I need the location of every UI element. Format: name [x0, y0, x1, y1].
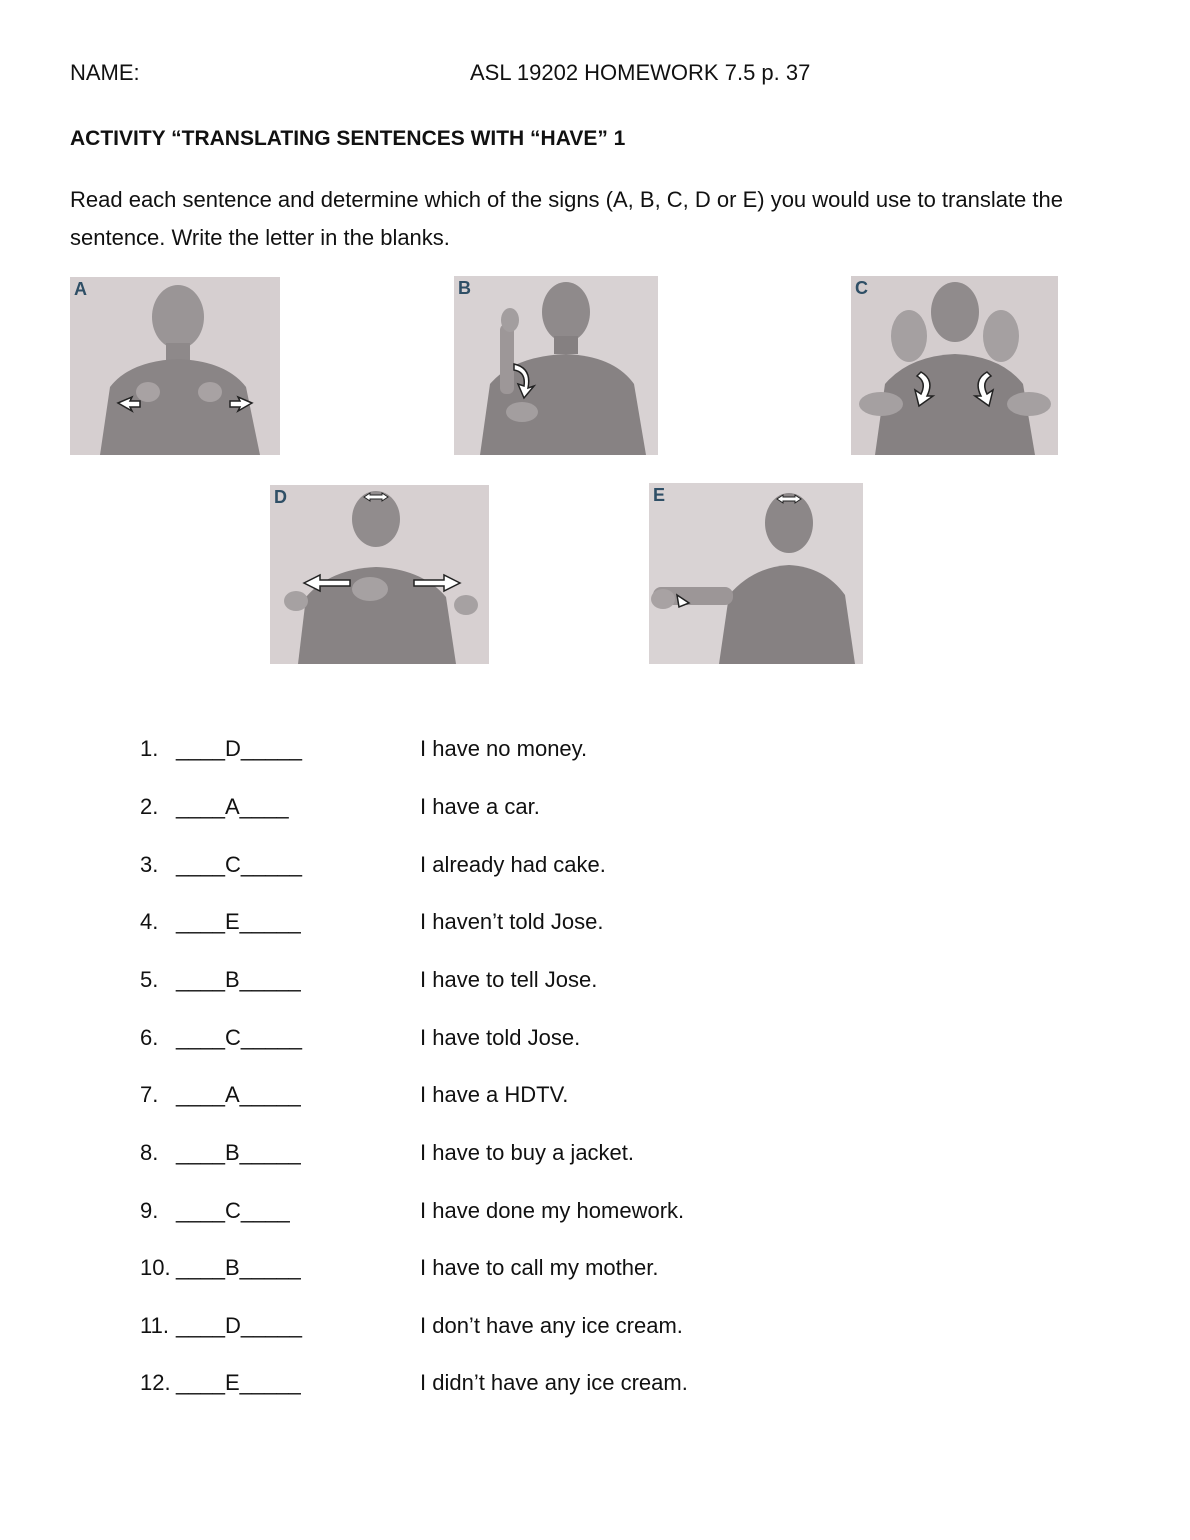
sentence-text: I have to buy a jacket. [420, 1140, 635, 1165]
sentence-text: I have a car. [420, 794, 540, 819]
sign-photo-a [70, 277, 280, 455]
answer-blank: ____D_____ [176, 1313, 303, 1338]
answer-blank: ____C_____ [176, 852, 303, 877]
item-number: 8. [140, 1140, 159, 1165]
list-item [140, 1313, 840, 1349]
sentence-text: I have told Jose. [420, 1025, 581, 1050]
answer-blank: ____A____ [176, 794, 289, 819]
answer-blank: ____C_____ [176, 1025, 303, 1050]
person-illustration [70, 277, 280, 455]
item-number: 10. [140, 1255, 171, 1280]
sentence-text: I don’t have any ice cream. [420, 1313, 683, 1338]
sign-photo-e [649, 483, 863, 664]
list-item [140, 1025, 840, 1061]
list-item [140, 967, 840, 1003]
sign-photo-d [270, 485, 489, 664]
sign-letter-b: B [458, 278, 471, 298]
list-item [140, 1140, 840, 1176]
sentence-text: I already had cake. [420, 852, 606, 877]
list-item [140, 794, 840, 830]
sentence-text: I have done my homework. [420, 1198, 685, 1223]
sign-letter-c: C [855, 278, 868, 298]
sentence-text: I have no money. [420, 736, 588, 761]
sentence-text: I have to tell Jose. [420, 967, 598, 992]
worksheet-title: ASL 19202 HOMEWORK 7.5 p. 37 [470, 60, 811, 85]
list-item [140, 1198, 840, 1234]
item-number: 3. [140, 852, 159, 877]
sign-photo-b [454, 276, 658, 455]
person-illustration [270, 485, 489, 664]
item-number: 2. [140, 794, 159, 819]
instructions: Read each sentence and determine which of the signs (A, B, C, D or E) you would use to translate the sentence. Write the letter in the blanks. [70, 187, 1063, 250]
name-label: NAME: [70, 60, 140, 85]
item-number: 9. [140, 1198, 159, 1223]
list-item [140, 736, 840, 772]
item-number: 6. [140, 1025, 159, 1050]
sentence-text: I didn’t have any ice cream. [420, 1370, 688, 1395]
list-item [140, 1255, 840, 1291]
item-number: 1. [140, 736, 159, 761]
sign-letter-e: E [653, 485, 666, 505]
answer-blank: ____A_____ [176, 1082, 301, 1107]
list-item [140, 852, 840, 888]
answer-blank: ____B_____ [176, 1140, 301, 1165]
answer-blank: ____E_____ [176, 1370, 301, 1395]
answer-blank: ____C____ [176, 1198, 290, 1223]
sign-letter-d: D [274, 487, 287, 507]
item-number: 11. [140, 1313, 169, 1338]
sign-photo-c [851, 276, 1058, 455]
list-item [140, 1082, 840, 1118]
item-number: 7. [140, 1082, 159, 1107]
sentence-text: I have to call my mother. [420, 1255, 659, 1280]
list-item [140, 1370, 840, 1406]
person-illustration [649, 483, 863, 664]
item-number: 4. [140, 909, 159, 934]
answer-blank: ____B_____ [176, 967, 301, 992]
item-number: 12. [140, 1370, 171, 1395]
answer-blank: ____B_____ [176, 1255, 301, 1280]
item-number: 5. [140, 967, 159, 992]
person-illustration [851, 276, 1058, 455]
sentence-text: I have a HDTV. [420, 1082, 569, 1107]
answer-blank: ____D_____ [176, 736, 303, 761]
list-item [140, 909, 840, 945]
sentence-text: I haven’t told Jose. [420, 909, 604, 934]
answer-blank: ____E_____ [176, 909, 301, 934]
activity-title: ACTIVITY “TRANSLATING SENTENCES WITH “HAVE” 1 [70, 127, 626, 150]
person-illustration [454, 276, 658, 455]
sign-letter-a: A [74, 279, 87, 299]
